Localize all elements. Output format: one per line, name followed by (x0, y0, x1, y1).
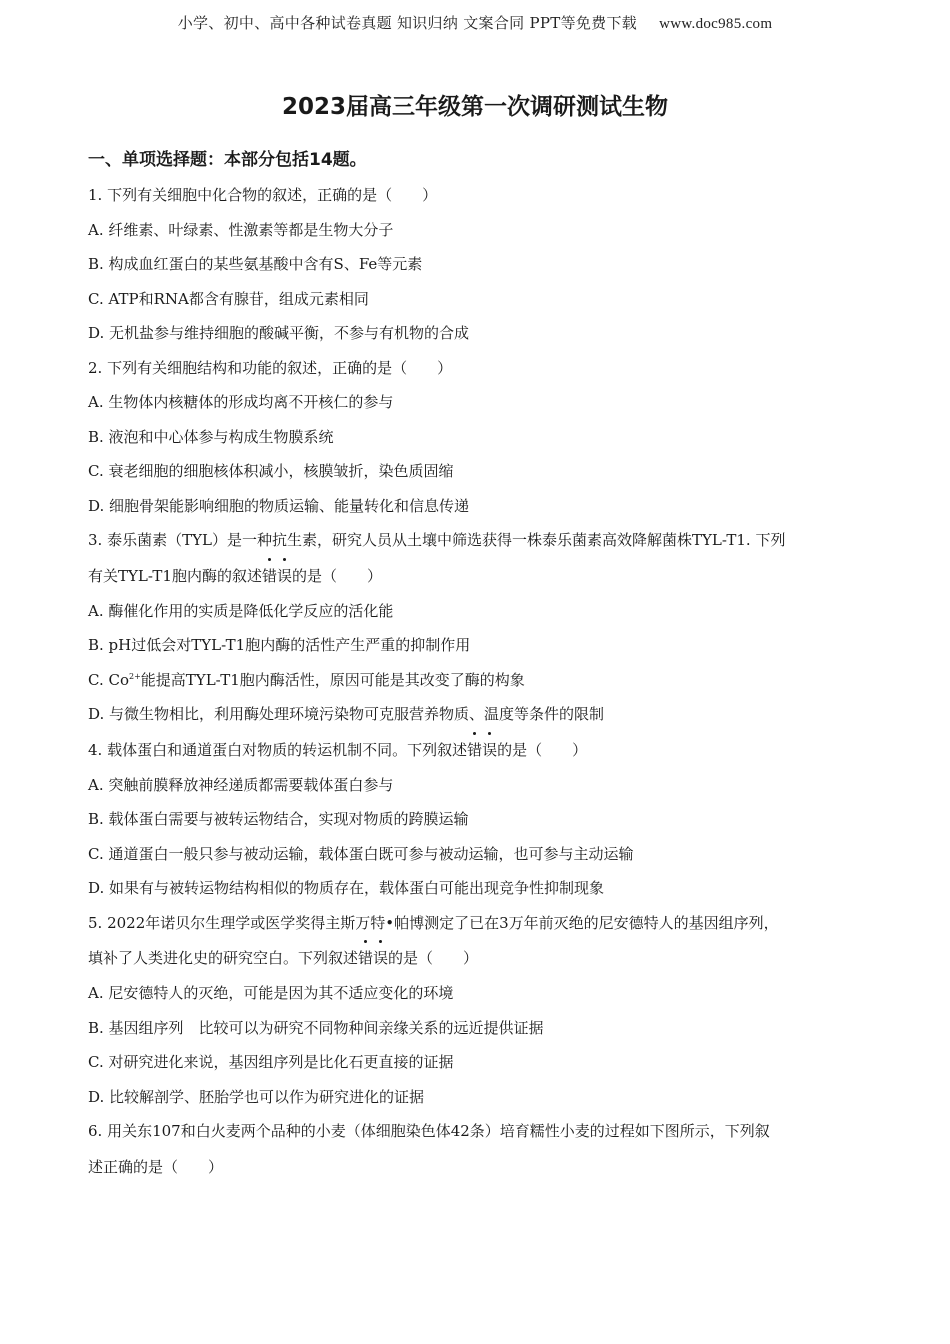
question-list (88, 178, 868, 1185)
exam-title: 2023届高三年级第一次调研测试生物 (281, 94, 668, 120)
q3-stem-pre: 有关TYL-T1胞内酶的叙述 (88, 566, 262, 585)
q1-option-a: A. 纤维素、叶绿素、性激素等都是生物大分子 (88, 220, 394, 239)
q3-option-c-pre: C. Co (88, 670, 129, 689)
q3-option-c-post: 能提高TYL-T1胞内酶活性，原因可能是其改变了酶的构象 (140, 670, 525, 689)
q3-option-c-sup: 2+ (129, 671, 141, 681)
q2-option-a: A. 生物体内核糖体的形成均离不开核仁的参与 (88, 393, 394, 411)
q1-option-d: D. 无机盐参与维持细胞的酸碱平衡，不参与有机物的合成 (88, 324, 470, 342)
q4-option-a: A. 突触前膜释放神经递质都需要载体蛋白参与 (88, 775, 394, 794)
q3-option-d: D. 与微生物相比，利用酶处理环境污染物可克服营养物质、温度等条件的限制 (88, 705, 605, 723)
q2-option-b: B. 液泡和中心体参与构成生物膜系统 (88, 427, 334, 446)
q1-option-b: B. 构成血红蛋白的某些氨基酸中含有S、Fe等元素 (88, 255, 423, 273)
q5-stem-pre: 填补了人类进化史的研究空白。下列叙述 (88, 949, 359, 967)
q5-emphasis-word: 错误 (358, 940, 388, 976)
q3-option-b: B. pH过低会对TYL-T1胞内酶的活性产生严重的抑制作用 (88, 636, 471, 654)
q4-option-b: B. 载体蛋白需要与被转运物结合，实现对物质的跨膜运输 (88, 810, 469, 828)
q4-stem-pre: 4. 载体蛋白和通道蛋白对物质的转运机制不同。下列叙述 (88, 740, 468, 759)
q3-emphasis-word: 错误 (262, 558, 292, 594)
q5-stem-line2 (88, 940, 868, 976)
q4-emphasis-word: 错误 (467, 732, 497, 768)
q4-stem-post: 的是（ ） (497, 740, 588, 759)
header-banner: 小学、初中、高中各种试卷真题 知识归纳 文案合同 PPT等免费下载 (177, 14, 638, 32)
q2-stem: 2. 下列有关细胞结构和功能的叙述，正确的是（ ） (88, 358, 453, 377)
q4-option-d: D. 如果有与被转运物结构相似的物质存在，载体蛋白可能出现竞争性抑制现象 (88, 879, 605, 897)
q4-option-c: C. 通道蛋白一般只参与被动运输，载体蛋白既可参与被动运输，也可参与主动运输 (88, 844, 634, 863)
q5-option-b: B. 基因组序列 比较可以为研究不同物种间亲缘关系的远近提供证据 (88, 1018, 544, 1037)
page-header (0, 12, 950, 33)
q3-option-c (88, 663, 868, 698)
q1-stem: 1. 下列有关细胞中化合物的叙述，正确的是（ ） (88, 186, 438, 204)
section-heading: 一、单项选择题：本部分包括14题。 (88, 150, 367, 170)
q4-stem (88, 732, 868, 768)
q6-stem-line2: 述正确的是（ ） (88, 1157, 224, 1176)
q5-stem-line1: 5. 2022年诺贝尔生理学或医学奖得主斯万特•帕博测定了已在3万年前灭绝的尼安德特人的基因组序列， (88, 913, 779, 932)
q5-option-a: A. 尼安德特人的灭绝，可能是因为其不适应变化的环境 (88, 984, 454, 1002)
q1-option-c: C. ATP和RNA都含有腺苷，组成元素相同 (88, 289, 369, 308)
q5-option-d: D. 比较解剖学、胚胎学也可以作为研究进化的证据 (88, 1087, 425, 1106)
q5-option-c: C. 对研究进化来说，基因组序列是比化石更直接的证据 (88, 1053, 454, 1071)
q3-stem-post: 的是（ ） (291, 566, 382, 585)
q3-stem-line2 (88, 558, 868, 594)
header-site-link[interactable]: www.doc985.com (659, 16, 773, 32)
q2-option-d: D. 细胞骨架能影响细胞的物质运输、能量转化和信息传递 (88, 496, 470, 515)
q5-stem-post: 的是（ ） (388, 949, 479, 967)
q6-stem-line1: 6. 用关东107和白火麦两个品种的小麦（体细胞染色体42条）培育糯性小麦的过程如下图所示，下列叙 (88, 1122, 770, 1140)
q3-stem-line1: 3. 泰乐菌素（TYL）是一种抗生素，研究人员从土壤中筛选获得一株泰乐菌素高效降解菌株TYL-T1. 下列 (88, 531, 786, 549)
q3-option-a: A. 酶催化作用的实质是降低化学反应的活化能 (88, 601, 394, 620)
q2-option-c: C. 衰老细胞的细胞核体积减小，核膜皱折，染色质固缩 (88, 462, 454, 480)
